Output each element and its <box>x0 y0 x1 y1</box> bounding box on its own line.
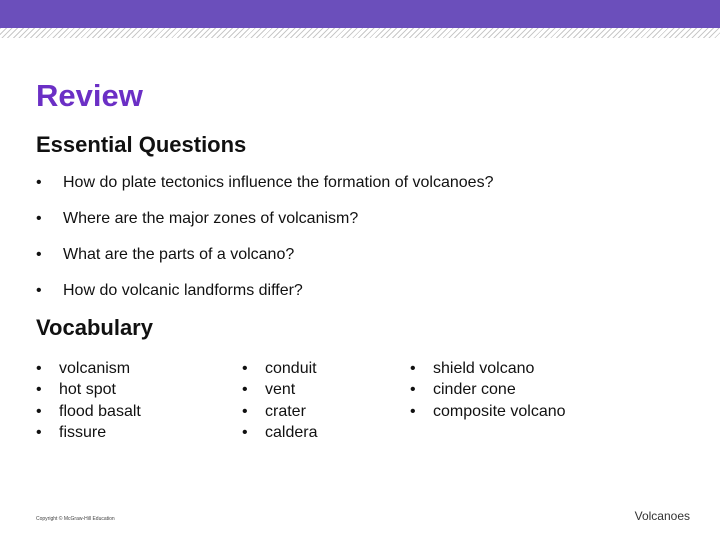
term-text: cinder cone <box>433 381 516 399</box>
vocabulary-term <box>410 401 566 423</box>
header-hatch-band <box>0 28 720 38</box>
vocabulary-term <box>242 401 317 423</box>
bullet: • <box>36 424 42 442</box>
vocabulary-term <box>242 380 317 402</box>
vocabulary-term <box>242 423 317 445</box>
question-item <box>36 273 676 309</box>
term-text: shield volcano <box>433 359 535 377</box>
footer-topic: Volcanoes <box>634 509 690 523</box>
page-title: Review <box>36 78 143 113</box>
term-text: hot spot <box>59 381 116 399</box>
bullet: • <box>242 381 248 399</box>
vocabulary-column-1 <box>36 358 141 444</box>
term-text: crater <box>265 402 306 420</box>
term-text: vent <box>265 381 296 399</box>
bullet: • <box>36 282 42 299</box>
bullet: • <box>36 210 42 227</box>
question-item <box>36 237 676 273</box>
essential-questions-list <box>36 165 676 309</box>
question-text: What are the parts of a volcano? <box>63 246 295 263</box>
question-item <box>36 165 676 201</box>
vocabulary-term <box>410 380 566 402</box>
term-text: flood basalt <box>59 402 141 420</box>
term-text: composite volcano <box>433 402 566 420</box>
term-text: conduit <box>265 359 317 377</box>
vocabulary-heading: Vocabulary <box>36 315 153 340</box>
vocabulary-column-3 <box>410 358 566 423</box>
bullet: • <box>36 381 42 399</box>
question-text: How do plate tectonics influence the formation of volcanoes? <box>63 174 494 191</box>
copyright-notice: Copyright © McGraw-Hill Education <box>36 516 115 522</box>
bullet: • <box>36 359 42 377</box>
vocabulary-term <box>36 401 141 423</box>
vocabulary-term <box>36 380 141 402</box>
vocabulary-term <box>36 358 141 380</box>
term-text: fissure <box>59 424 107 442</box>
bullet: • <box>242 424 248 442</box>
term-text: caldera <box>265 424 318 442</box>
bullet: • <box>242 402 248 420</box>
vocabulary-term <box>36 423 141 445</box>
vocabulary-term <box>410 358 566 380</box>
header-bar <box>0 0 720 28</box>
vocabulary-column-2 <box>242 358 317 444</box>
bullet: • <box>36 174 42 191</box>
bullet: • <box>36 246 42 263</box>
term-text: volcanism <box>59 359 131 377</box>
essential-questions-heading: Essential Questions <box>36 132 247 157</box>
vocabulary-term <box>242 358 317 380</box>
question-text: Where are the major zones of volcanism? <box>63 210 359 227</box>
question-text: How do volcanic landforms differ? <box>63 282 303 299</box>
bullet: • <box>410 381 416 399</box>
bullet: • <box>410 402 416 420</box>
bullet: • <box>242 359 248 377</box>
bullet: • <box>36 402 42 420</box>
bullet: • <box>410 359 416 377</box>
question-item <box>36 201 676 237</box>
